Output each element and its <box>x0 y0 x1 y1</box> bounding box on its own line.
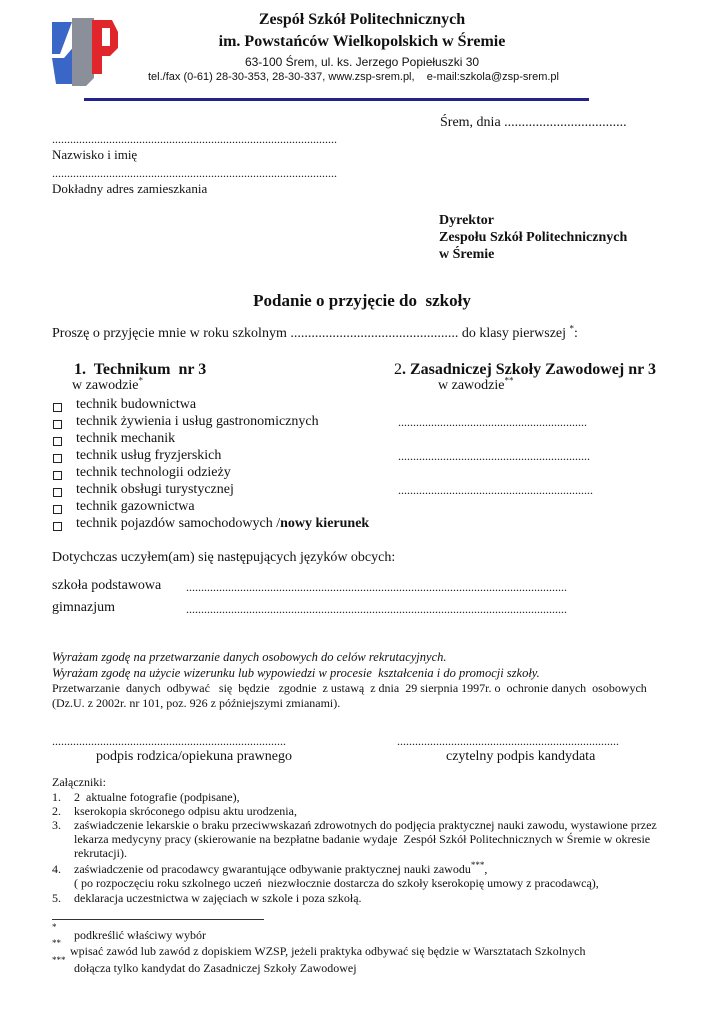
candidate-signature-label: czytelny podpis kandydata <box>446 749 596 764</box>
zsz-heading-text: . Zasadniczej Szkoły Zawodowej nr 3 <box>402 361 656 378</box>
recipient-line2: Zespołu Szkół Politechnicznych <box>439 230 628 245</box>
profession-checkbox[interactable] <box>53 403 62 412</box>
attachment-text: deklaracja uczestnictwa w zajęciach w szkole i poza szkołą. <box>74 891 362 905</box>
attachment-num: 1. <box>52 790 61 804</box>
attachment-text: rekrutacji). <box>74 846 127 860</box>
attachment-comma: , <box>484 862 488 876</box>
recipient-line3: w Śremie <box>439 247 495 262</box>
attachment-text: 2 aktualne fotografie (podpisane), <box>74 790 240 804</box>
consent-legal-ref: (Dz.U. z 2002r. nr 101, poz. 926 z późniejszymi zmianami). <box>52 696 341 710</box>
school-patron: im. Powstańców Wielkopolskich w Śremie <box>218 33 506 50</box>
attachment-text: lekarza medycyny pracy (skierowanie na bezpłatne badanie wydaje Zespół Szkół Politechnicznych w Śremie w okresie <box>74 832 651 846</box>
footnote-mark: * <box>52 922 57 932</box>
consent-image: Wyrażam zgodę na użycie wizerunku lub wypowiedzi w procesie kształcenia i do promocji szkoły. <box>52 666 540 680</box>
name-dots: ............................................................................................... <box>52 132 337 146</box>
attachment-text: zaświadczenie lekarskie o braku przeciwwskazań zdrowotnych do podjęcia praktycznej nauki zawodu, wystawione przez <box>74 818 657 832</box>
attachment-text: kserokopia skróconego odpisu aktu urodzenia, <box>74 804 297 818</box>
footnote-rule <box>52 919 264 920</box>
vocational-line[interactable]: ................................................................. <box>398 483 593 497</box>
zsz-sub <box>438 375 514 394</box>
footnote-text: wpisać zawód lub zawód z dopiskiem WZSP, jeżeli praktyka odbywać się będzie w Warsztatach Szkolnych <box>70 944 586 958</box>
technikum-heading: 1. Technikum nr 3 <box>74 361 207 378</box>
footnote-text: dołącza tylko kandydat do Zasadniczej Szkoły Zawodowej <box>74 961 357 975</box>
attachment-num: 5. <box>52 891 61 905</box>
school-name: Zespół Szkół Politechnicznych <box>258 11 466 28</box>
zsz-sub-text: w zawodzie <box>438 378 505 393</box>
profession-item: technik mechanik <box>76 431 176 446</box>
request-line <box>52 323 578 342</box>
technikum-sub-text: w zawodzie <box>72 378 139 393</box>
profession-item: technik technologii odzieży <box>76 465 231 480</box>
consent-data: Wyrażam zgodę na przetwarzanie danych osobowych do celów rekrutacyjnych. <box>52 650 447 664</box>
footnote-text: podkreślić właściwy wybór <box>74 928 206 942</box>
attachment-mark: *** <box>470 860 485 870</box>
request-text: Proszę o przyjęcie mnie w roku szkolnym ................................................ do klasy pierwszej <box>52 326 570 341</box>
footnote-mark: ** <box>52 938 61 948</box>
profession-item: technik obsługi turystycznej <box>76 482 234 497</box>
place-date: Śrem, dnia ................................... <box>440 115 627 130</box>
request-colon: : <box>574 326 578 341</box>
candidate-signature-line[interactable]: .......................................................................... <box>397 734 619 748</box>
address-dots: ............................................................................................... <box>52 166 337 180</box>
profession-item <box>76 516 369 532</box>
consent-legal: Przetwarzanie danych odbywać się będzie zgodnie z ustawą z dnia 29 sierpnia 1997r. o ochronie danych osobowych <box>52 681 647 695</box>
name-label: Nazwisko i imię <box>52 147 138 162</box>
school-address: 63-100 Śrem, ul. ks. Jerzego Popiełuszki 30 <box>244 55 480 69</box>
attachment-text: ( po rozpoczęciu roku szkolnego uczeń niezwłocznie dostarcza do szkoły kserokopię umowy z pracodawcą), <box>74 876 599 890</box>
zsz-heading-num: 2 <box>394 361 402 378</box>
languages-intro: Dotychczas uczyłem(am) się następujących języków obcych: <box>52 550 396 565</box>
attachment-text: zaświadczenie od pracodawcy gwarantujące odbywanie praktycznej nauki zawodu <box>74 862 471 876</box>
profession-item-text: technik pojazdów samochodowych / <box>76 516 281 531</box>
attachment-num: 3. <box>52 818 61 832</box>
recipient-line1: Dyrektor <box>439 213 494 228</box>
header-rule <box>84 98 589 101</box>
new-course-label: nowy kierunek <box>280 516 370 531</box>
request-mark: * <box>569 323 575 334</box>
technikum-sub-mark: * <box>138 375 143 386</box>
footnote-mark: *** <box>52 955 66 965</box>
profession-item: technik żywienia i usług gastronomicznych <box>76 414 319 429</box>
zsz-sub-mark: ** <box>504 375 514 386</box>
profession-item: technik budownictwa <box>76 397 197 412</box>
attachment-num: 2. <box>52 804 61 818</box>
profession-checkbox[interactable] <box>53 471 62 480</box>
technikum-sub <box>72 375 143 394</box>
profession-checkbox[interactable] <box>53 437 62 446</box>
vocational-line[interactable]: ............................................................... <box>398 415 587 429</box>
profession-checkbox[interactable] <box>53 505 62 514</box>
address-label: Dokładny adres zamieszkania <box>52 181 208 196</box>
vocational-line[interactable]: ................................................................ <box>398 449 590 463</box>
profession-checkbox[interactable] <box>53 420 62 429</box>
gymnasium-dots[interactable]: ............................................................................................................................... <box>186 602 567 616</box>
gymnasium-label: gimnazjum <box>52 600 115 615</box>
document-title: Podanie o przyjęcie do szkoły <box>253 291 471 310</box>
zsz-heading <box>394 361 656 379</box>
primary-school-label: szkoła podstawowa <box>52 578 162 593</box>
profession-item: technik usług fryzjerskich <box>76 448 222 463</box>
profession-checkbox[interactable] <box>53 488 62 497</box>
parent-signature-label: podpis rodzica/opiekuna prawnego <box>96 749 292 764</box>
attachment-num: 4. <box>52 862 61 876</box>
school-contact: tel./fax (0-61) 28-30-353, 28-30-337, www.zsp-srem.pl, e-mail:szkola@zsp-srem.pl <box>148 71 559 83</box>
profession-item: technik gazownictwa <box>76 499 195 514</box>
attachments-heading: Załączniki: <box>52 775 106 789</box>
parent-signature-line[interactable]: .............................................................................. <box>52 734 286 748</box>
attachment-text-employer <box>74 862 487 877</box>
profession-checkbox[interactable] <box>53 522 62 531</box>
profession-checkbox[interactable] <box>53 454 62 463</box>
primary-school-dots[interactable]: ............................................................................................................................... <box>186 580 567 594</box>
